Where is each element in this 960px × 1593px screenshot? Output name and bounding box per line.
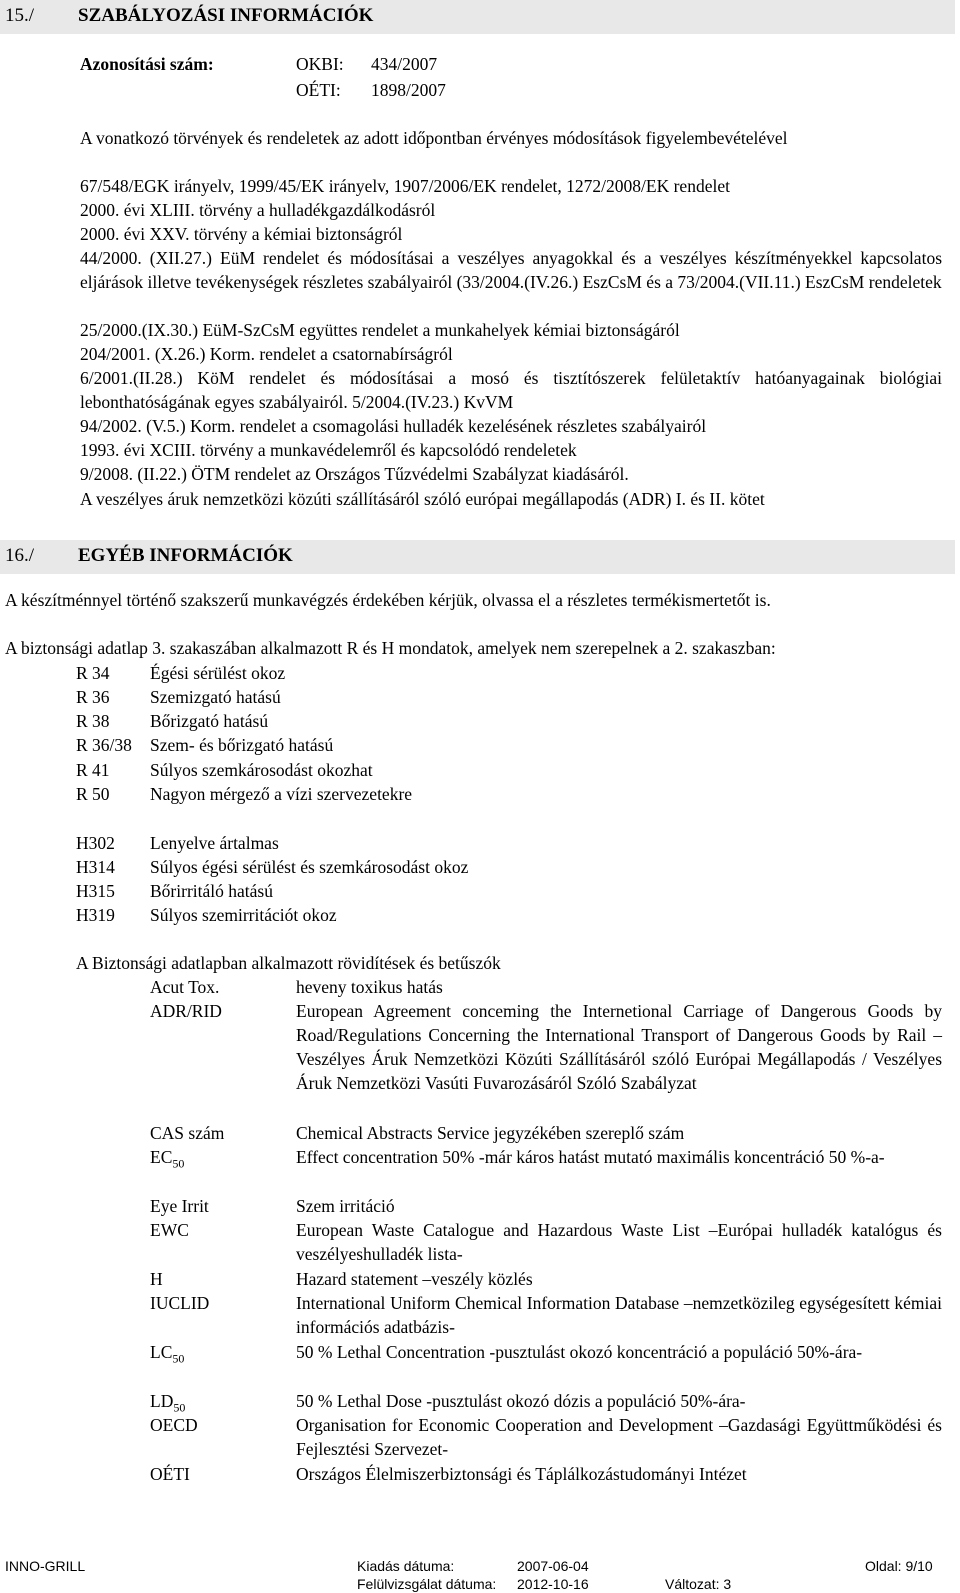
law-item: A veszélyes áruk nemzetközi közúti szállításáról szóló európai megállapodás (ADR) I. és II. kötet xyxy=(80,489,765,509)
section-15-header xyxy=(0,0,955,34)
r-phrase-text: Súlyos szemkárosodást okozhat xyxy=(150,760,373,780)
abbr-def: European Waste Catalogue and Hazardous Waste List –Európai hulladék katalógus és veszélyeshulladék lista- xyxy=(296,1220,942,1264)
abbr-def: Szem irritáció xyxy=(296,1196,395,1216)
law-item: 44/2000. (XII.27.) EüM rendelet és módosításai a veszélyes anyagokkal és a veszélyes készítményekkel kapcsolatos eljárások illetve tevékenységek részletes szabályairól (33/2004.(IV.26.) EszCsM és a 73/2004.(VII.11.) EszCsM rendeletek xyxy=(80,248,942,292)
abbr-term: Acut Tox. xyxy=(150,977,220,997)
okbi-value: 434/2007 xyxy=(371,54,438,74)
law-item: 94/2002. (V.5.) Korm. rendelet a csomagolási hulladék kezelésének részletes szabályairól xyxy=(80,416,707,436)
rh-intro: A biztonsági adatlap 3. szakaszában alkalmazott R és H mondatok, amelyek nem szerepelnek a 2. szakaszban: xyxy=(5,638,776,658)
abbr-term: ADR/RID xyxy=(150,1001,222,1021)
section-16-title: EGYÉB INFORMÁCIÓK xyxy=(78,545,293,566)
law-item: 2000. évi XXV. törvény a kémiai biztonságról xyxy=(80,224,403,244)
r-phrase-code: R 36/38 xyxy=(76,735,132,755)
r-phrase-code: R 41 xyxy=(76,760,110,780)
abbr-term: H xyxy=(150,1269,163,1289)
abbr-term: $LC_{50}$ xyxy=(150,1342,185,1366)
r-phrase-text: Szem- és bőrizgató hatású xyxy=(150,735,334,755)
section-16-number: 16./ xyxy=(5,545,35,566)
section-16-header xyxy=(0,540,955,574)
abbr-def: Effect concentration 50% -már káros hatást mutató maximális koncentráció 50 %-a- xyxy=(296,1147,885,1167)
abbr-term: CAS szám xyxy=(150,1123,225,1143)
law-item: 2000. évi XLIII. törvény a hulladékgazdálkodásról xyxy=(80,200,436,220)
r-phrase-code: R 36 xyxy=(76,687,110,707)
okbi-label: OKBI: xyxy=(296,54,344,74)
h-phrase-text: Súlyos szemirritációt okoz xyxy=(150,905,337,925)
id-label: Azonosítási szám: xyxy=(80,54,214,74)
abbr-def: International Uniform Chemical Information Database –nemzetközileg egységesített kémiai információs adatbázis- xyxy=(296,1293,942,1337)
h-phrase-code: H302 xyxy=(76,833,115,853)
footer-review-label: Felülvizsgálat dátuma: xyxy=(357,1576,497,1592)
r-phrase-code: R 34 xyxy=(76,663,110,683)
abbr-def: Hazard statement –veszély közlés xyxy=(296,1269,533,1289)
abbr-def: Organisation for Economic Cooperation and Development –Gazdasági Együttműködési és Fejlesztési Szervezet- xyxy=(296,1415,942,1459)
law-item: 6/2001.(II.28.) KöM rendelet és módosításai a mosó és tisztítószerek felületaktív hatóanyagainak biológiai lebonthatóságának egyes szabályairól. 5/2004.(IV.23.) KvVM xyxy=(80,368,942,412)
oeti-value: 1898/2007 xyxy=(371,80,446,100)
h-phrase-text: Lenyelve ártalmas xyxy=(150,833,279,853)
oeti-label: OÉTI: xyxy=(296,80,341,100)
r-phrase-text: Szemizgató hatású xyxy=(150,687,281,707)
law-item: 204/2001. (X.26.) Korm. rendelet a csatornabírságról xyxy=(80,344,453,364)
r-phrase-code: R 50 xyxy=(76,784,110,804)
law-item: 67/548/EGK irányelv, 1999/45/EK irányelv, 1907/2006/EK rendelet, 1272/2008/EK rendelet xyxy=(80,176,730,196)
footer-version: Változat: 3 xyxy=(665,1576,732,1592)
section-15-title: SZABÁLYOZÁSI INFORMÁCIÓK xyxy=(78,5,374,26)
h-phrase-code: H315 xyxy=(76,881,115,901)
footer-company: INNO-GRILL xyxy=(5,1558,86,1574)
abbr-term: OÉTI xyxy=(150,1464,190,1484)
abbr-term: $LD_{50}$ xyxy=(150,1391,186,1415)
footer-page-number: Oldal: 9/10 xyxy=(865,1558,933,1574)
section-15-number: 15./ xyxy=(5,5,35,26)
abbr-term: Eye Irrit xyxy=(150,1196,209,1216)
abbr-def: Chemical Abstracts Service jegyzékében szereplő szám xyxy=(296,1123,685,1143)
abbr-term: EWC xyxy=(150,1220,189,1240)
abbr-def: Országos Élelmiszerbiztonsági és Táplálkozástudományi Intézet xyxy=(296,1464,747,1484)
abbr-term: OECD xyxy=(150,1415,198,1435)
product-note: A készítménnyel történő szakszerű munkavégzés érdekében kérjük, olvassa el a részletes termékismertetőt is. xyxy=(5,590,771,610)
r-phrase-text: Nagyon mérgező a vízi szervezetekre xyxy=(150,784,413,804)
r-phrase-code: R 38 xyxy=(76,711,110,731)
footer-review-date: 2012-10-16 xyxy=(517,1576,589,1592)
law-item: 9/2008. (II.22.) ÖTM rendelet az Országos Tűzvédelmi Szabályzat kiadásáról. xyxy=(80,464,629,484)
r-phrase-text: Égési sérülést okoz xyxy=(150,663,286,683)
abbr-def: European Agreement conceming the Internetional Carriage of Dangerous Goods by Road/Regulations Concerning the International Transport of Dangerous Goods by Rail –Veszélyes Áruk Nemzetközi Közúti Szállításáról szóló Európai Megállapodás / Veszélyes Áruk Nemzetközi Vasúti Fuvarozásáról Szóló Szabályzat xyxy=(296,1001,942,1093)
laws-intro: A vonatkozó törvények és rendeletek az adott időpontban érvényes módosítások figyelembevételével xyxy=(80,128,788,148)
abbr-title: A Biztonsági adatlapban alkalmazott rövidítések és betűszók xyxy=(76,953,501,973)
footer-issue-date: 2007-06-04 xyxy=(517,1558,589,1574)
law-item: 1993. évi XCIII. törvény a munkavédelemről és kapcsolódó rendeletek xyxy=(80,440,577,460)
footer-issue-label: Kiadás dátuma: xyxy=(357,1558,455,1574)
h-phrase-code: H314 xyxy=(76,857,115,877)
abbr-def: 50 % Lethal Dose -pusztulást okozó dózis a populáció 50%-ára- xyxy=(296,1391,746,1411)
abbr-term: $EC_{50}$ xyxy=(150,1147,185,1171)
law-item: 25/2000.(IX.30.) EüM-SzCsM együttes rendelet a munkahelyek kémiai biztonságáról xyxy=(80,320,680,340)
r-phrase-text: Bőrizgató hatású xyxy=(150,711,269,731)
h-phrase-text: Súlyos égési sérülést és szemkárosodást okoz xyxy=(150,857,469,877)
abbr-term: IUCLID xyxy=(150,1293,210,1313)
h-phrase-code: H319 xyxy=(76,905,115,925)
h-phrase-text: Bőrirritáló hatású xyxy=(150,881,273,901)
abbr-def: heveny toxikus hatás xyxy=(296,977,443,997)
abbr-def: 50 % Lethal Concentration -pusztulást okozó koncentráció a populáció 50%-ára- xyxy=(296,1342,863,1362)
